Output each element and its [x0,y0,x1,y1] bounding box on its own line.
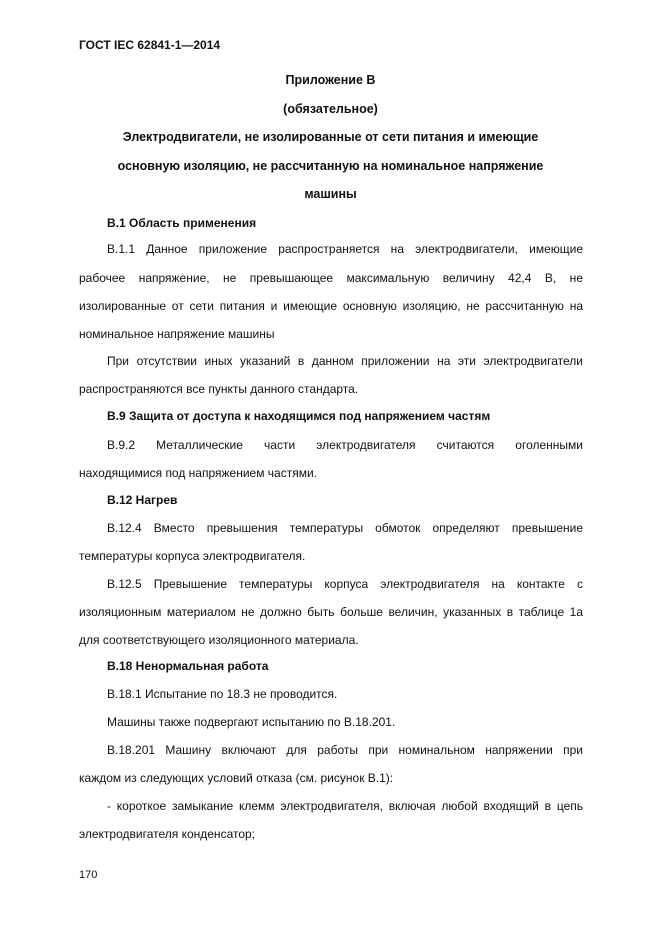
paragraph-b12-4-line: температуры корпуса электродвигателя. [79,549,306,563]
paragraph-b9-2-line: В.9.2 Металлические части электродвигателя считаются оголенными [107,438,583,452]
annex-title: Приложение В [285,73,376,87]
page-number: 170 [79,869,98,881]
paragraph-b18-201-line: каждом из следующих условий отказа (см. рисунок В.1): [79,771,394,785]
paragraph-b1-1-line: В.1.1 Данное приложение распространяется на электродвигатели, имеющие [107,242,583,256]
list-item-line: - короткое замыкание клемм электродвигателя, включая любой входящий в цепь [107,799,583,813]
paragraph-b1-2-line: распространяются все пункты данного стандарта. [79,382,359,396]
annex-status: (обязательное) [283,102,378,116]
paragraph-b18-2: Машины также подвергают испытанию по В.18.201. [107,715,396,729]
paragraph-b1-1-line: изолированные от сети питания и имеющие основную изоляцию, не рассчитанную на [79,299,583,313]
section-b12-title: В.12 Нагрев [107,493,178,507]
paragraph-b12-5-line: В.12.5 Превышение температуры корпуса электродвигателя на контакте с [107,577,583,591]
paragraph-b1-2-line: При отсутствии иных указаний в данном приложении на эти электродвигатели [107,354,583,368]
section-b9-title: В.9 Защита от доступа к находящимся под напряжением частям [107,409,491,423]
annex-heading-line-1: Электродвигатели, не изолированные от сети питания и имеющие [122,130,539,144]
annex-heading-line-2: основную изоляцию, не рассчитанную на номинальное напряжение [117,159,544,173]
paragraph-b9-2-line: находящимися под напряжением частями. [79,466,318,480]
paragraph-b18-201-line: В.18.201 Машину включают для работы при номинальном напряжении при [107,743,583,757]
list-item-line: электродвигателя конденсатор; [79,827,256,841]
paragraph-b1-1-line: рабочее напряжение, не превышающее максимальную величину 42,4 В, не [79,271,583,285]
paragraph-b12-5-line: изоляционным материалом не должно быть больше величин, указанных в таблице 1а [79,605,583,619]
section-b1-title: В.1 Область применения [107,216,257,230]
annex-heading-line-3: машины [304,187,357,201]
paragraph-b1-1-line: номинальное напряжение машины [79,327,275,341]
section-b18-title: В.18 Ненормальная работа [107,659,269,673]
paragraph-b18-1: В.18.1 Испытание по 18.3 не проводится. [107,687,338,701]
paragraph-b12-4-line: В.12.4 Вместо превышения температуры обмоток определяют превышение [107,521,583,535]
paragraph-b12-5-line: для соответствующего изоляционного материала. [79,633,359,647]
document-header: ГОСТ IEC 62841-1—2014 [79,38,221,52]
